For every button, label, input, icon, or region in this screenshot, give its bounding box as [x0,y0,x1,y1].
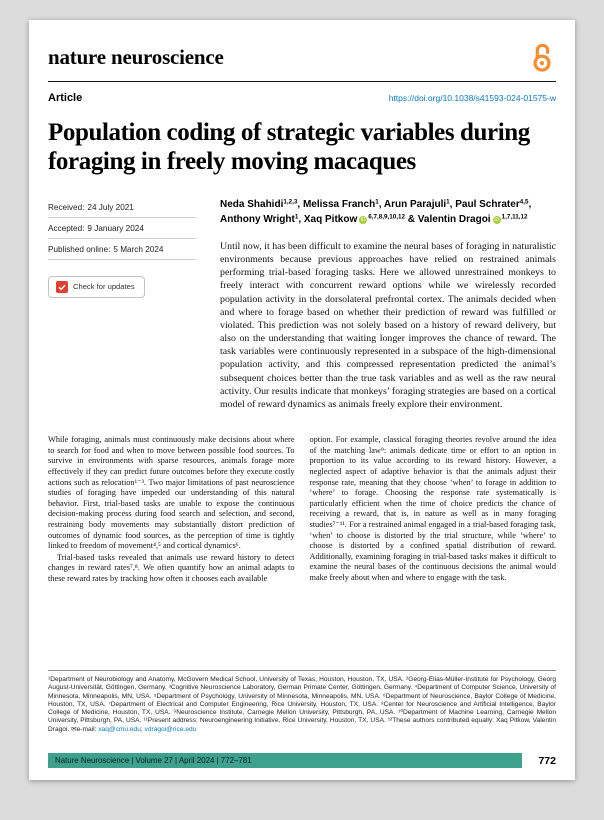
email-link-1[interactable]: xaq@cmu.edu [98,725,141,733]
author-name: Anthony Wright [220,213,295,225]
journal-footer-line: Nature Neuroscience | Volume 27 | April 2024 | 772–781 [48,753,522,768]
article-title: Population coding of strategic variables during foraging in freely moving macaques [48,119,530,176]
crossmark-icon [56,281,68,293]
date-value: 9 January 2024 [87,223,144,233]
masthead [48,42,556,72]
authors-line [220,197,556,227]
dates-column [48,197,196,412]
orcid-icon[interactable]: iD [360,216,366,223]
page-number: 772 [538,754,556,767]
author-separator: , [449,198,456,210]
doi-link[interactable]: https://doi.org/10.1038/s41593-024-01575-w [388,93,556,103]
date-value: 24 July 2021 [87,202,134,212]
author-name: Xaq Pitkow [303,213,358,225]
article-info-section [48,197,556,412]
date-value: 5 March 2024 [113,244,164,254]
author-name: Melissa Franch [302,198,376,210]
affiliations-text: ¹Department of Neurobiology and Anatomy, McGovern Medical School, University of Texas, Houston, Houston, TX, USA. ²Georg-Elias-Müller-Institute for Psychology, Georg August-Universität, Göttingen, Germany. ³Cognitive Neuroscience Laboratory, German Primate Center, Göttingen, Germany. ⁴Department of Computer Science, University of Minnesota, Minneapolis, MN, USA. ⁵Department of Psychology, University of Minnesota, Minneapolis, MN, USA. ⁶Department of Neuroscience, Baylor College of Medicine, Houston, TX, USA. ⁷Department of Electrical and Computer Engineering, Rice University, Houston, TX, USA. ⁸Center for Neuroscience and Artificial Intelligence, Baylor College of Medicine, Houston, TX, USA. ⁹Neuroscience Institute, Carnegie Mellon University, Pittsburgh, PA, USA. ¹⁰Department of Machine Learning, Carnegie Mellon University, Pittsburgh, PA, USA. ¹¹Present address: Neuroengineering Initiative, Rice University, Houston, TX, USA. ¹²These authors contributed equally: Xaq Pitkow, Valentin Dragoi. [48,675,556,733]
body-paragraph: option. For example, classical foraging theories revolve around the idea of the matching law⁹: animals dedicate time or effort to an option in proportion to its value according to its reward history. However, a neglected aspect of adaptive behavior is that the animals adjust their response rate, meaning that they choose ‘when’ to forage in addition to ‘where’ to forage. Choosing the response rate systematically is particularly efficient when the time of choice predicts the chance of receiving a reward, that is, in nature as well as in many foraging studies⁷⁻¹¹. For a restrained animal engaged in a trial-based foraging task, ‘when’ to choose is distorted by the trial structure, while ‘where’ to choose is distorted by a confined spatial distribution of reward. Additionally, examining foraging in trial-based tasks makes it difficult to examine the neural bases of the continuous decisions the animal would make freely about when and where to engage with the task. [309,435,556,583]
email-link-2[interactable]: vdragoi@rice.edu [144,725,197,733]
author-affiliation-sup: 1,7,11,12 [501,213,528,221]
author-affiliation-sup: 4,5 [519,198,529,205]
header-rule [48,81,556,82]
author-affiliation-sup: 1,2,3 [283,198,298,205]
author-separator: , [378,198,384,210]
check-for-updates-label: Check for updates [73,282,135,291]
date-label: Published online: [48,244,111,254]
body-paragraph: Trial-based tasks revealed that animals use reward history to detect changes in reward rates⁷,⁸. We often quantify how an animal adapts to these reward rates by tracking how often it chooses each available [48,552,295,584]
page-footer [48,753,556,768]
author-affiliation-sup: 1 [446,198,450,205]
author-affiliation-sup: 1 [294,213,299,221]
article-type-row [48,92,556,104]
author-separator: , [298,213,304,225]
article-page [29,20,575,780]
author-affiliation-sup: 1 [375,198,379,205]
author-affiliation-sup: 6,7,8,9,10,12 [368,213,406,221]
body-column-left [48,435,295,585]
author-name: Paul Schrater [455,198,520,210]
date-label: Received: [48,202,85,212]
received-date-row [48,197,196,218]
date-label: Accepted: [48,223,85,233]
body-paragraph: While foraging, animals must continuously make decisions about where to search for food and when to move between possible food sources. To survive in environments with sparse resources, animals forage more effectively if they can predict future outcomes before they execute costly actions such as relocation¹⁻³. Two major limitations of past neuroscience studies of foraging have impeded our understanding of this natural behavior. First, trial-based tasks are unable to expose the continuous decision-making process during food search and selection, and second, restraining body movements may substantially distort prediction of outcomes of dynamic food sources, as the perception of time is tightly linked to freedom of movement⁴,⁵ and cortical dynamics⁶. [48,435,295,551]
article-body [48,435,556,585]
open-access-icon[interactable] [528,42,556,72]
author-name: Arun Parajuli [383,198,447,210]
journal-logo: nature neuroscience [48,44,224,69]
body-column-right [310,435,557,585]
author-separator: , [297,198,303,210]
email-separator: ; [140,725,145,733]
author-name: Neda Shahidi [220,198,284,210]
author-separator: , [528,198,532,210]
email-label: ✉e-mail: [71,725,99,733]
affiliations-footnote [48,670,556,734]
author-name: Valentin Dragoi [417,213,491,225]
abstract-text: Until now, it has been difficult to examine the neural bases of foraging in naturalistic environments because previous approaches have relied on restrained animals performing trial-based foraging tasks. Here we allowed unrestrained monkeys to freely interact with concurrent reward options while we wirelessly recorded population activity in the dorsolateral prefrontal cortex. The animals decided when and where to forage based on whether their prediction of reward was fulfilled or violated. This prediction was not solely based on a history of reward delivery, but also on the understanding that waiting longer improves the chance of reward. The task variables were continuously represented in a subspace of the high-dimensional population activity, and this compressed representation predicted the animal’s subsequent choices better than the true task variables and as well as the raw neural activity. Our results indicate that monkeys’ foraging strategies are based on a cortical model of reward dynamics as animals freely explore their environment. [220,240,556,410]
author-separator: & [405,213,418,225]
published-date-row [48,239,196,260]
article-type-label: Article [48,92,83,104]
check-for-updates-button[interactable] [48,276,145,298]
accepted-date-row [48,218,196,239]
authors-abstract-column [220,197,556,412]
orcid-icon[interactable]: iD [494,216,499,223]
